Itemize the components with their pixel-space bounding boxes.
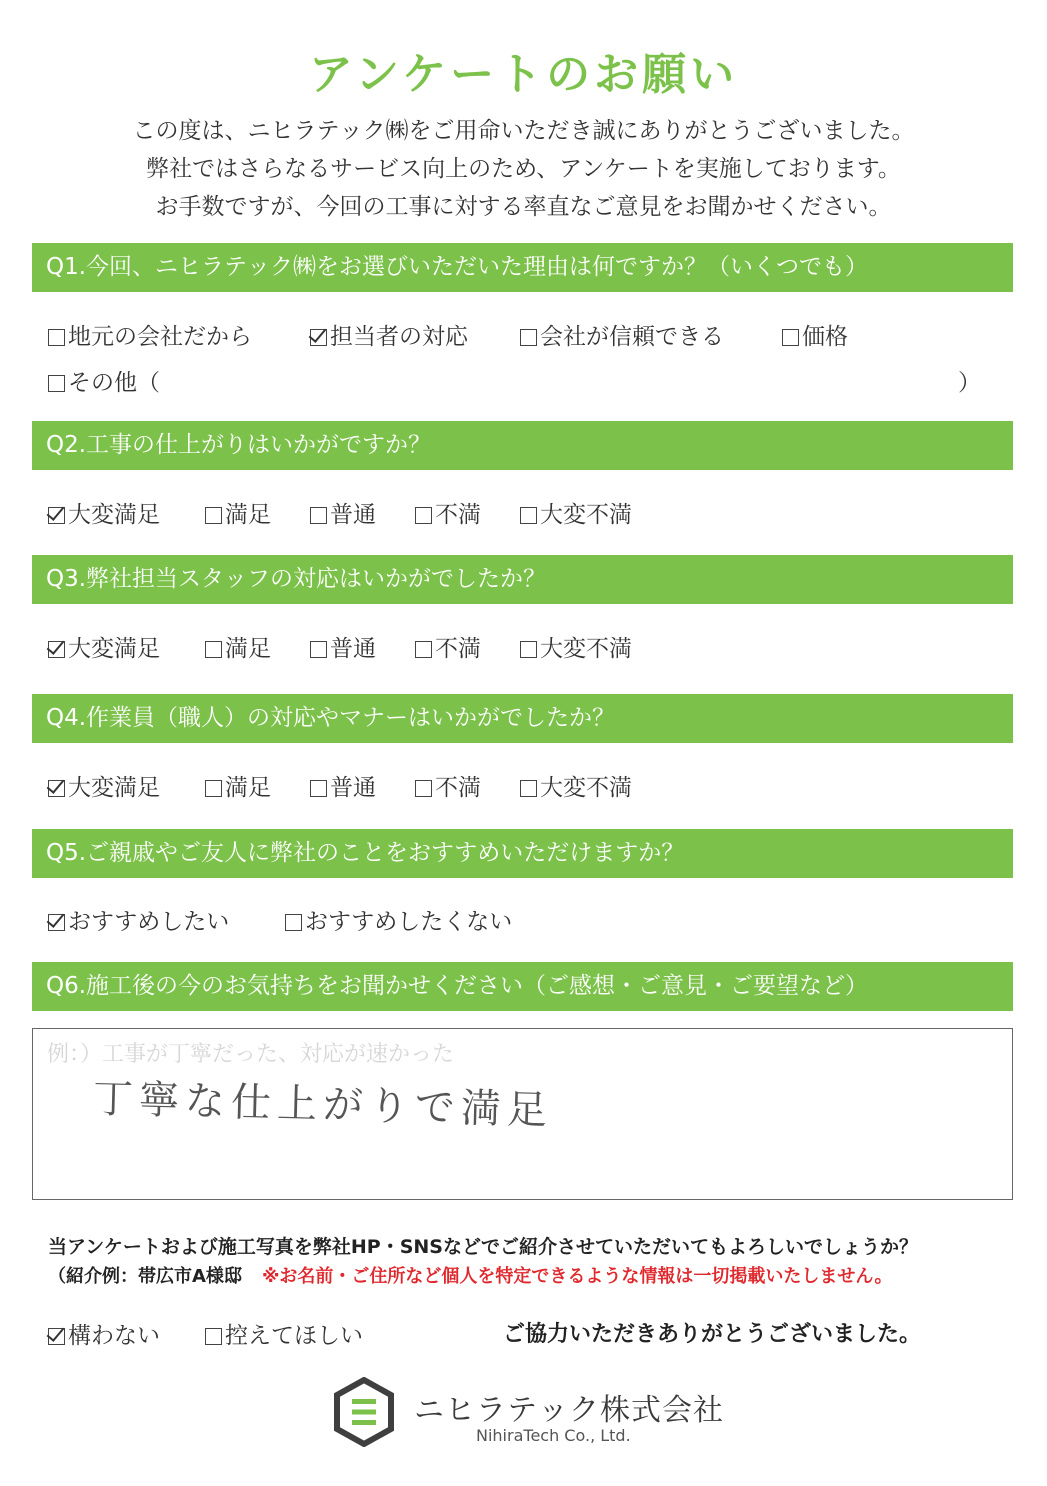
question-header-q4: Q4.作業員（職人）の対応やマナーはいかがでしたか？ bbox=[32, 694, 1013, 743]
comment-placeholder: 例：）工事が丁寧だった、対応が速かった bbox=[47, 1042, 455, 1067]
checkbox[interactable] bbox=[520, 780, 537, 797]
checkbox[interactable] bbox=[48, 375, 65, 392]
checkbox[interactable] bbox=[205, 1328, 222, 1345]
checkbox[interactable] bbox=[48, 1328, 65, 1345]
intro-line: お手数ですが、今回の工事に対する率直なご意見をお聞かせください。 bbox=[155, 194, 892, 220]
question-header-q2: Q2.工事の仕上がりはいかがですか？ bbox=[32, 421, 1013, 470]
q4-option-satisfied[interactable] bbox=[205, 769, 271, 802]
question-header-q6: Q6.施工後の今のお気持ちをお聞かせください（ご感想・ご意見・ご要望など） bbox=[32, 962, 1013, 1011]
option-label: 大変不満 bbox=[540, 502, 632, 528]
company-logo-icon bbox=[333, 1377, 395, 1447]
option-label: 普通 bbox=[330, 775, 376, 801]
q2-option-dissatisfied[interactable] bbox=[415, 496, 481, 529]
consent-example: （紹介例：帯広市A様邸 bbox=[48, 1266, 242, 1287]
intro-line: 弊社ではさらなるサービス向上のため、アンケートを実施しております。 bbox=[146, 156, 901, 182]
option-label: 会社が信頼できる bbox=[540, 324, 724, 350]
checkbox[interactable] bbox=[205, 641, 222, 658]
option-label: 満足 bbox=[225, 775, 271, 801]
option-label: 大変満足 bbox=[68, 636, 160, 662]
checkbox[interactable] bbox=[415, 507, 432, 524]
checkbox[interactable] bbox=[782, 329, 799, 346]
option-label: 不満 bbox=[435, 775, 481, 801]
q4-option-very-dissatisfied[interactable] bbox=[520, 769, 632, 802]
q4-option-very-satisfied[interactable] bbox=[48, 769, 160, 802]
q2-option-very-dissatisfied[interactable] bbox=[520, 496, 632, 529]
page-title: アンケートのお願い bbox=[308, 49, 739, 100]
q1-option-other[interactable] bbox=[48, 364, 160, 397]
option-label: おすすめしたい bbox=[68, 909, 230, 935]
consent-option-ok[interactable] bbox=[48, 1317, 160, 1350]
q1-option-trust[interactable] bbox=[520, 318, 724, 351]
other-close-paren: ） bbox=[958, 370, 981, 396]
q1-option-price[interactable] bbox=[782, 318, 848, 351]
option-label: 担当者の対応 bbox=[330, 324, 468, 350]
consent-question: 当アンケートおよび施工写真を弊社HP・SNSなどでご紹介させていただいてもよろしいでしょうか？ bbox=[48, 1236, 918, 1258]
option-label: 構わない bbox=[68, 1323, 160, 1349]
checkbox[interactable] bbox=[415, 780, 432, 797]
q5-option-not-recommend[interactable] bbox=[285, 903, 512, 936]
option-label: 満足 bbox=[225, 502, 271, 528]
question-header-q1: Q1.今回、ニヒラテック㈱をお選びいただいた理由は何ですか？（いくつでも） bbox=[32, 243, 1013, 292]
option-label: 価格 bbox=[802, 324, 848, 350]
checkbox[interactable] bbox=[310, 329, 327, 346]
q3-option-neutral[interactable] bbox=[310, 630, 376, 663]
question-header-q3: Q3.弊社担当スタッフの対応はいかがでしたか？ bbox=[32, 555, 1013, 604]
q2-option-satisfied[interactable] bbox=[205, 496, 271, 529]
checkbox[interactable] bbox=[520, 329, 537, 346]
option-label: その他（ bbox=[68, 370, 160, 396]
consent-example-row bbox=[48, 1262, 893, 1288]
handwritten-answer: 丁寧な仕上がりで満足 bbox=[92, 1075, 554, 1135]
checkbox[interactable] bbox=[310, 641, 327, 658]
privacy-note: ※お名前・ご住所など個人を特定できるような情報は一切掲載いたしません。 bbox=[261, 1266, 893, 1287]
option-label: 不満 bbox=[435, 636, 481, 662]
company-name: ニヒラテック株式会社 bbox=[414, 1393, 724, 1428]
q2-option-very-satisfied[interactable] bbox=[48, 496, 160, 529]
checkbox[interactable] bbox=[48, 329, 65, 346]
checkbox[interactable] bbox=[310, 507, 327, 524]
checkbox[interactable] bbox=[520, 507, 537, 524]
option-label: 普通 bbox=[330, 636, 376, 662]
thanks-message: ご協力いただきありがとうございました。 bbox=[503, 1322, 922, 1347]
q5-option-recommend[interactable] bbox=[48, 903, 229, 936]
checkbox[interactable] bbox=[520, 641, 537, 658]
option-label: 控えてほしい bbox=[225, 1323, 363, 1349]
option-label: おすすめしたくない bbox=[305, 909, 513, 935]
checkbox[interactable] bbox=[205, 780, 222, 797]
consent-option-decline[interactable] bbox=[205, 1317, 363, 1350]
q3-option-very-dissatisfied[interactable] bbox=[520, 630, 632, 663]
q1-option-local[interactable] bbox=[48, 318, 252, 351]
checkbox[interactable] bbox=[48, 914, 65, 931]
intro-line: この度は、ニヒラテック㈱をご用命いただき誠にありがとうございました。 bbox=[132, 118, 915, 144]
comment-textarea[interactable] bbox=[32, 1028, 1013, 1200]
q4-option-neutral[interactable] bbox=[310, 769, 376, 802]
option-label: 大変満足 bbox=[68, 502, 160, 528]
question-header-q5: Q5.ご親戚やご友人に弊社のことをおすすめいただけますか？ bbox=[32, 829, 1013, 878]
option-label: 普通 bbox=[330, 502, 376, 528]
checkbox[interactable] bbox=[48, 641, 65, 658]
checkbox[interactable] bbox=[415, 641, 432, 658]
checkbox[interactable] bbox=[310, 780, 327, 797]
checkbox[interactable] bbox=[48, 507, 65, 524]
intro-text bbox=[0, 112, 1047, 226]
option-label: 大変不満 bbox=[540, 636, 632, 662]
q4-option-dissatisfied[interactable] bbox=[415, 769, 481, 802]
q3-option-satisfied[interactable] bbox=[205, 630, 271, 663]
option-label: 満足 bbox=[225, 636, 271, 662]
checkbox[interactable] bbox=[48, 780, 65, 797]
option-label: 大変満足 bbox=[68, 775, 160, 801]
q3-option-dissatisfied[interactable] bbox=[415, 630, 481, 663]
company-name-en: NihiraTech Co., Ltd. bbox=[476, 1426, 631, 1445]
q1-option-staff[interactable] bbox=[310, 318, 468, 351]
checkbox[interactable] bbox=[285, 914, 302, 931]
q3-option-very-satisfied[interactable] bbox=[48, 630, 160, 663]
option-label: 不満 bbox=[435, 502, 481, 528]
option-label: 地元の会社だから bbox=[68, 324, 252, 350]
checkbox[interactable] bbox=[205, 507, 222, 524]
option-label: 大変不満 bbox=[540, 775, 632, 801]
q2-option-neutral[interactable] bbox=[310, 496, 376, 529]
